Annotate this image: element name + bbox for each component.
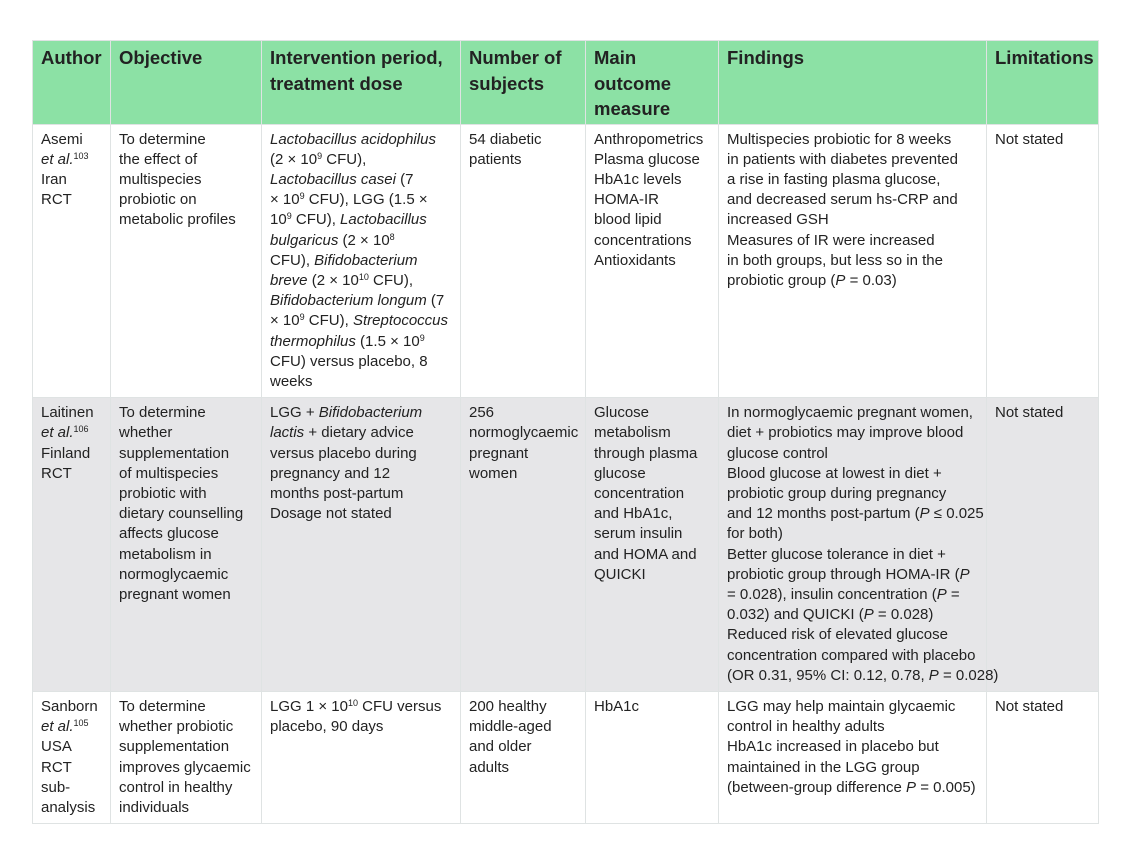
header-outcome: Main outcome measure [586,41,719,125]
header-row [33,41,1099,125]
header-findings: Findings [719,41,987,125]
cell-objective: To determine whether probiotic supplementation improves glycaemic control in healthy individuals [111,691,262,823]
cell-limitations: Not stated [987,124,1099,398]
table-row [33,398,1099,692]
cell-outcome: Glucose metabolism through plasma glucose concentration and HbA1c, serum insulin and HOMA and QUICKI [586,398,719,692]
cell-limitations: Not stated [987,398,1099,692]
cell-objective: To determine whether supplementation of multispecies probiotic with dietary counselling affects glucose metabolism in normoglycaemic pregnant women [111,398,262,692]
header-author: Author [33,41,111,125]
cell-intervention: Lactobacillus acidophilus ($2 \times 10^9$ CFU), Lactobacillus casei (7 × $10^9$ CFU), LGG (1.5 × $10^9$ CFU), Lactobacillus bulgaricus ($2 \times 10^8$ CFU), Bifidobacterium breve ($2 \times 10^{10}$ CFU), Bifidobacterium longum (7 × $10^9$ CFU), Streptococcus thermophilus ($1.5 \times 10^9$ CFU) versus placebo, 8 weeks [262,124,461,398]
cell-author: Asemi et al.$^{103}$ Iran RCT [33,124,111,398]
header-intervention: Intervention period, treatment dose [262,41,461,125]
table-row [33,124,1099,398]
header-limitations: Limitations [987,41,1099,125]
cell-author: Sanborn et al.$^{105}$ USA RCT sub- analysis [33,691,111,823]
cell-subjects: 256 normoglycaemic pregnant women [461,398,586,692]
cell-subjects: 200 healthy middle-aged and older adults [461,691,586,823]
table-row [33,691,1099,823]
cell-objective: To determine the effect of multispecies probiotic on metabolic profiles [111,124,262,398]
studies-table [32,40,1099,824]
cell-findings: LGG may help maintain glycaemic control in healthy adults HbA1c increased in placebo but maintained in the LGG group (between-group difference P = 0.005) [719,691,987,823]
cell-limitations: Not stated [987,691,1099,823]
cell-outcome: Anthropometrics Plasma glucose HbA1c levels HOMA-IR blood lipid concentrations Antioxidants [586,124,719,398]
cell-subjects: 54 diabetic patients [461,124,586,398]
cell-intervention: LGG + Bifidobacterium lactis + dietary advice versus placebo during pregnancy and 12 months post-partum Dosage not stated [262,398,461,692]
cell-outcome: HbA1c [586,691,719,823]
header-objective: Objective [111,41,262,125]
cell-author: Laitinen et al.$^{106}$ Finland RCT [33,398,111,692]
cell-findings: Multispecies probiotic for 8 weeks in patients with diabetes prevented a rise in fasting plasma glucose, and decreased serum hs-CRP and increased GSH Measures of IR were increased in both groups, but less so in the probiotic group (P = 0.03) [719,124,987,398]
cell-intervention: LGG $1 \times 10^{10}$ CFU versus placebo, 90 days [262,691,461,823]
header-subjects: Number of subjects [461,41,586,125]
cell-findings: In normoglycaemic pregnant women, diet + probiotics may improve blood glucose control Blood glucose at lowest in diet + probiotic group during pregnancy and 12 months post-partum (P ≤ 0.025 for both) Better glucose tolerance in diet + probiotic group through HOMA-IR (P = 0.028), insulin concentration (P = 0.032) and QUICKI (P = 0.028) Reduced risk of elevated glucose concentration compared with placebo (OR 0.31, 95% CI: 0.12, 0.78, P = 0.028) [719,398,987,692]
